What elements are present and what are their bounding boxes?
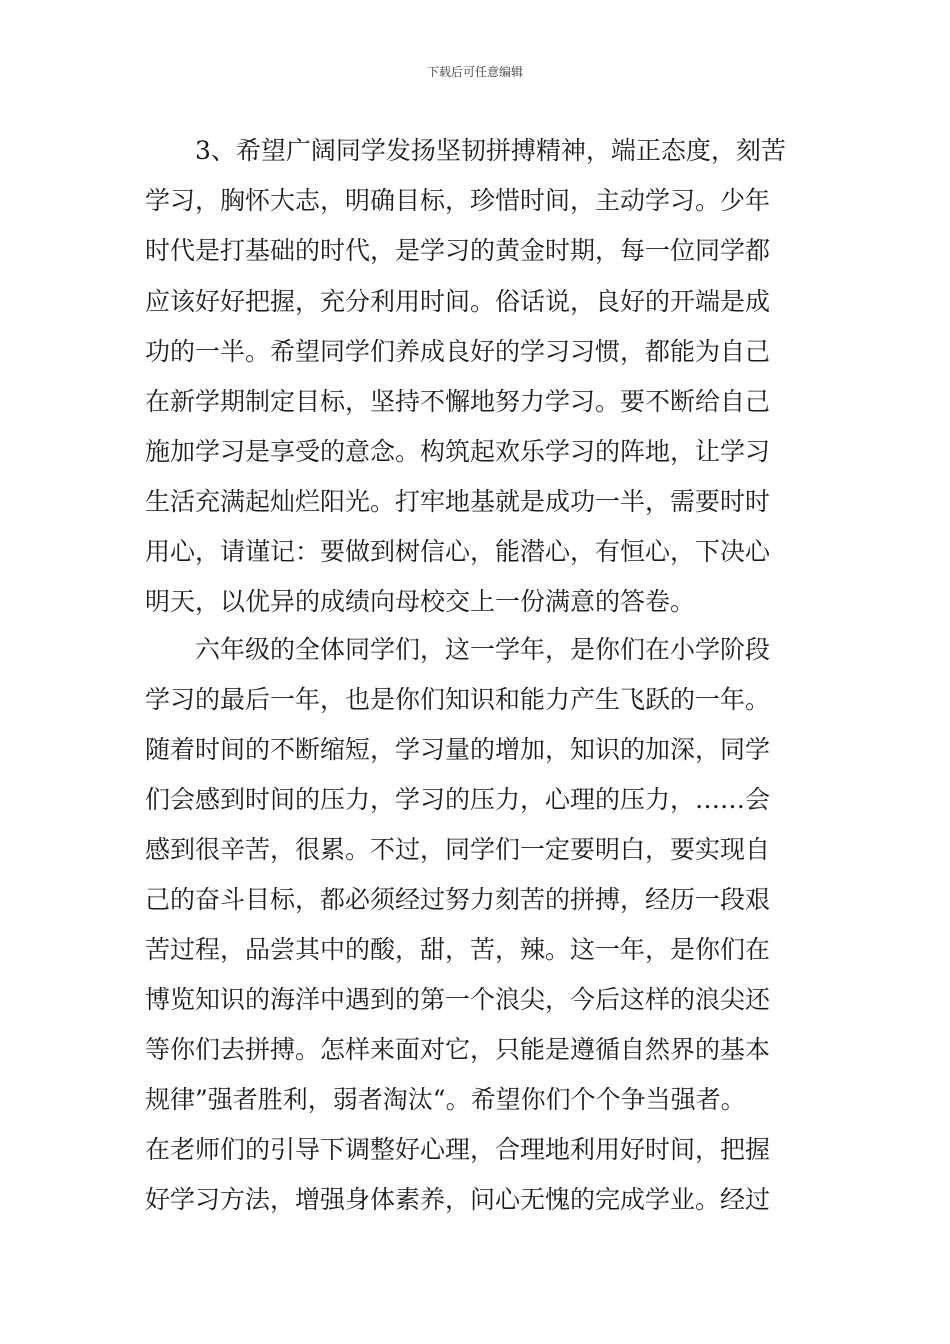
download-note: 下载后可任意编辑 [426, 65, 523, 79]
paragraph-line: 规律”强者胜利，弱者淘汰“。希望你们个个争当强者。 [145, 1085, 746, 1114]
paragraph-line: 3、希望广阔同学发扬坚韧拼搏精神，端正态度，刻苦 [195, 136, 786, 165]
paragraph-line: 在老师们的引导下调整好心理，合理地利用好时间，把握 [145, 1135, 771, 1164]
paragraph-line: 学习，胸怀大志，明确目标，珍惜时间，主动学习。少年 [145, 186, 771, 215]
paragraph-line: 苦过程，品尝其中的酸，甜，苦，辣。这一年，是你们在 [145, 935, 771, 964]
paragraph-line: 六年级的全体同学们，这一学年，是你们在小学阶段 [195, 635, 771, 664]
paragraph-line: 们会感到时间的压力，学习的压力，心理的压力，……会 [145, 785, 771, 814]
paragraph-line: 明天，以优异的成绩向母校交上一份满意的答卷。 [145, 587, 696, 616]
paragraph-line: 随着时间的不断缩短，学习量的增加，知识的加深，同学 [145, 735, 771, 764]
paragraph-line: 感到很辛苦，很累。不过，同学们一定要明白，要实现自 [145, 835, 771, 864]
paragraph-line: 等你们去拼搏。怎样来面对它，只能是遵循自然界的基本 [145, 1035, 771, 1064]
paragraph-line: 应该好好把握，充分利用时间。俗话说，良好的开端是成 [145, 287, 771, 316]
paragraph-line: 学习的最后一年，也是你们知识和能力产生飞跃的一年。 [145, 685, 771, 714]
paragraph-line: 博览知识的海洋中遇到的第一个浪尖，今后这样的浪尖还 [145, 985, 771, 1014]
paragraph-line: 在新学期制定目标，坚持不懈地努力学习。要不断给自己 [145, 387, 771, 416]
paragraph-line: 功的一半。希望同学们养成良好的学习习惯，都能为自己 [145, 337, 771, 366]
paragraph-line: 好学习方法，增强身体素养，问心无愧的完成学业。经过 [145, 1185, 771, 1214]
paragraph-line: 施加学习是享受的意念。构筑起欢乐学习的阵地，让学习 [145, 437, 771, 466]
paragraph-line: 时代是打基础的时代，是学习的黄金时期，每一位同学都 [145, 236, 771, 265]
paragraph-line: 生活充满起灿烂阳光。打牢地基就是成功一半，需要时时 [145, 487, 771, 516]
paragraph-line: 己的奋斗目标，都必须经过努力刻苦的拼搏，经历一段艰 [145, 885, 771, 914]
paragraph-line: 用心，请谨记：要做到树信心，能潜心，有恒心，下决心 [145, 537, 771, 566]
